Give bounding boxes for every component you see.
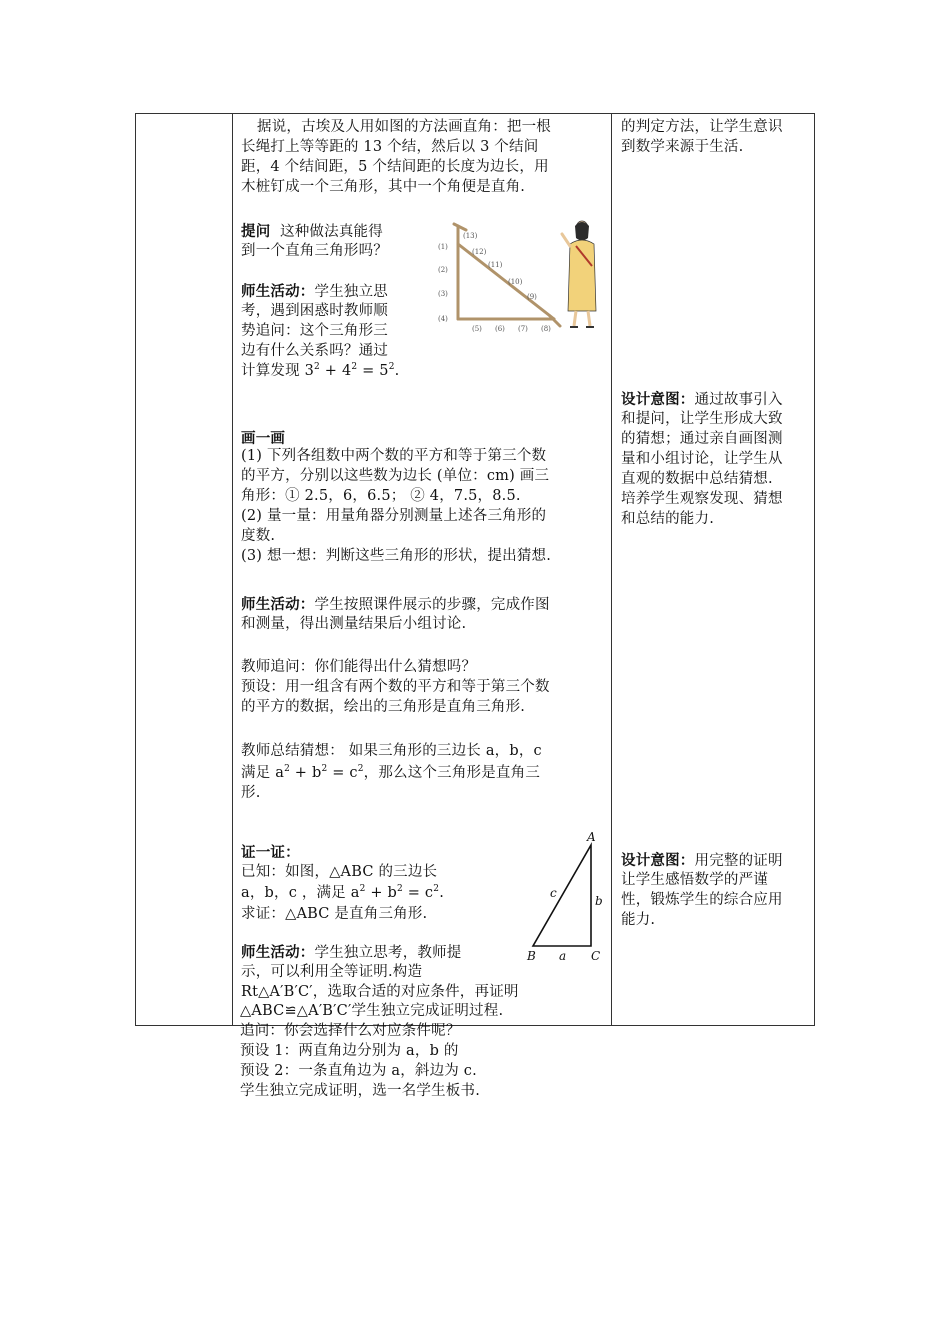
knot-label: (12): [472, 248, 487, 256]
proof-given-2: a，b，c ，满足 $a^2 + b^2 = c^2$.: [241, 884, 444, 901]
note-top-line-1: 的判定方法，让学生意识: [621, 119, 783, 135]
knot-label: (8): [541, 325, 551, 333]
side-a-label: a: [559, 949, 567, 963]
conjecture-line-3: 形.: [241, 785, 261, 801]
knot-label: (2): [438, 266, 448, 274]
knot-label: (9): [527, 293, 537, 301]
column-divider-2: [611, 114, 612, 1025]
design1-line-2: 和提问，让学生形成大致: [621, 411, 783, 427]
design1-label: 设计意图：: [621, 391, 695, 408]
column-divider-1: [232, 114, 233, 1025]
triangle-abc-figure: [521, 829, 606, 964]
proof-prove: 求证：△ABC 是直角三角形.: [241, 906, 428, 922]
activity1-line-3: 势追问：这个三角形三: [241, 323, 388, 339]
activity2-label: 师生活动：: [241, 596, 315, 613]
conjecture-line-1: 教师总结猜想： 如果三角形的三边长 a，b，c: [241, 743, 542, 759]
activity3-line-6: 预设 1：两直角边分别为 a，b 的: [240, 1043, 459, 1059]
vertex-a-label: A: [587, 830, 596, 844]
knot-label: (13): [463, 232, 478, 240]
knot-label: (5): [472, 325, 482, 333]
activity3-label: 师生活动：: [241, 944, 315, 961]
knot-label: (4): [438, 315, 448, 323]
question-line-2: 到一个直角三角形吗？: [241, 243, 388, 259]
draw-line-6: (3) 想一想：判断这些三角形的形状，提出猜想.: [241, 548, 552, 564]
knot-label: (6): [495, 325, 505, 333]
followup-line-2: 预设：用一组含有两个数的平方和等于第三个数: [241, 679, 550, 695]
activity1-line-4: 边有什么关系吗？通过: [241, 343, 388, 359]
activity2-line-2: 和测量，得出测量结果后小组讨论.: [241, 616, 467, 632]
activity3-line-4: △ABC≌△A′B′C′学生独立完成证明过程.: [240, 1003, 504, 1019]
knot-label: (3): [438, 290, 448, 298]
intro-line-2: 长绳打上等等距的 13 个结，然后以 3 个结间: [241, 139, 539, 155]
vertex-b-label: B: [527, 949, 536, 963]
design2-line-1: 设计意图：用完整的证明: [621, 852, 783, 869]
activity3-line-1: 师生活动：学生独立思考，教师提: [241, 944, 462, 961]
question-line-1: 提问 这种做法真能得: [241, 223, 383, 240]
design1-line-6: 培养学生观察发现、猜想: [621, 491, 783, 507]
conjecture-line-2: 满足 $a^2 + b^2 = c^2$，那么这个三角形是直角三: [241, 764, 541, 781]
activity3-line-3: Rt△A′B′C′，选取合适的对应条件，再证明: [241, 984, 519, 1000]
draw-title: 画一画: [241, 430, 286, 447]
design1-line-4: 量和小组讨论，让学生从: [621, 451, 783, 467]
activity3-line-5: 追问：你会选择什么对应条件呢？: [240, 1023, 461, 1039]
design2-label: 设计意图：: [621, 852, 695, 869]
side-c-label: c: [550, 886, 557, 900]
side-b-label: b: [595, 894, 603, 908]
knot-label: (10): [508, 278, 523, 286]
intro-line-3: 距，4 个结间距，5 个结间距的长度为边长，用: [241, 159, 549, 175]
proof-title: 证一证：: [241, 844, 300, 861]
draw-line-5: 度数.: [241, 528, 276, 544]
design2-line-4: 能力.: [621, 912, 656, 928]
egyptian-man-icon: [562, 221, 596, 327]
question-label: 提问: [241, 223, 271, 240]
activity3-line-8: 学生独立完成证明，选一名学生板书.: [240, 1083, 481, 1099]
activity3-line-7: 预设 2：一条直角边为 a，斜边为 c.: [240, 1063, 477, 1079]
design2-line-2: 让学生感悟数学的严谨: [621, 872, 768, 888]
design1-line-3: 的猜想；通过亲自画图测: [621, 431, 783, 447]
design1-line-5: 直观的数据中总结猜想.: [621, 471, 773, 487]
intro-line-1: 据说，古埃及人用如图的方法画直角：把一根: [257, 119, 551, 135]
activity3-line-2: 示，可以利用全等证明.构造: [241, 964, 423, 980]
intro-line-4: 木桩钉成一个三角形，其中一个角便是直角.: [241, 179, 526, 195]
design1-line-7: 和总结的能力.: [621, 511, 715, 527]
knot-label: (1): [438, 243, 448, 251]
lesson-table: [135, 113, 815, 1026]
rope-triangle-figure: [436, 216, 611, 341]
draw-line-4: (2) 量一量：用量角器分别测量上述各三角形的: [241, 508, 547, 524]
activity2-line-1: 师生活动：学生按照课件展示的步骤，完成作图: [241, 596, 550, 613]
knot-label: (11): [488, 261, 503, 269]
vertex-c-label: C: [591, 949, 601, 963]
draw-line-2: 的平方，分别以这些数为边长 (单位：cm) 画三: [241, 468, 550, 484]
knot-label: (7): [518, 325, 528, 333]
draw-line-1: (1) 下列各组数中两个数的平方和等于第三个数: [241, 448, 547, 464]
draw-line-3: 角形：① 2.5，6，6.5； ② 4，7.5，8.5.: [241, 488, 521, 504]
design1-line-1: 设计意图：通过故事引入: [621, 391, 783, 408]
activity1-line-2: 考，遇到困惑时教师顺: [241, 303, 388, 319]
proof-given-1: 已知：如图，△ABC 的三边长: [241, 864, 438, 880]
note-top-line-2: 到数学来源于生活.: [621, 139, 744, 155]
activity1-line-1: 师生活动：学生独立思: [241, 283, 388, 300]
activity1-line-5: 计算发现 $3^2 + 4^2 = 5^2$.: [241, 362, 400, 379]
design2-line-3: 性，锻炼学生的综合应用: [621, 892, 783, 908]
followup-line-1: 教师追问：你们能得出什么猜想吗？: [241, 659, 477, 675]
activity1-label: 师生活动：: [241, 283, 315, 300]
followup-line-3: 的平方的数据，绘出的三角形是直角三角形.: [241, 699, 526, 715]
